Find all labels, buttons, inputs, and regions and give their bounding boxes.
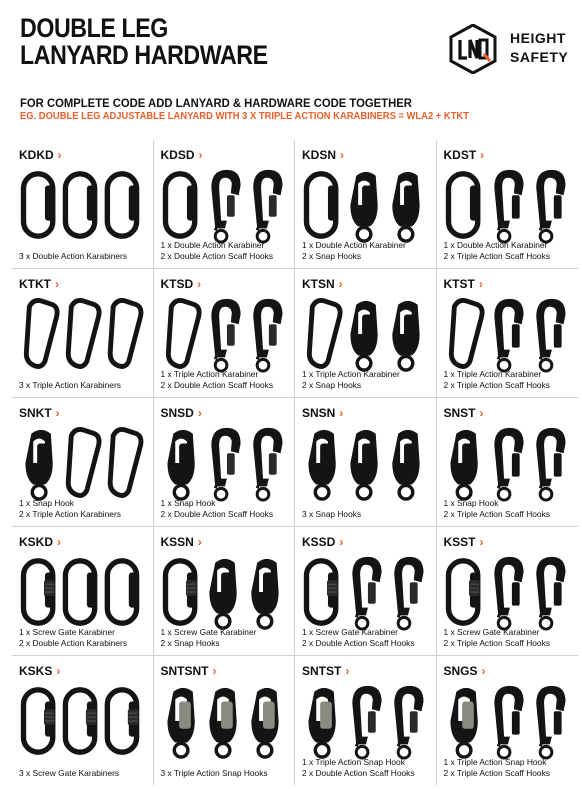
- chevron-right-icon: ›: [57, 535, 62, 549]
- triple-action-scaff-hook-icon: [494, 428, 523, 500]
- snap-hook-icon: [25, 430, 52, 499]
- hardware-description-line: 3 x Triple Action Karabiners: [19, 380, 121, 390]
- double-action-karabiner-icon: [448, 174, 478, 236]
- snap-hook-icon: [350, 301, 377, 370]
- snap-hook-icon: [350, 172, 377, 241]
- double-action-scaff-hook-icon: [211, 299, 240, 371]
- chevron-right-icon: ›: [55, 406, 60, 420]
- snap-hook-icon: [392, 301, 419, 370]
- hardware-illustration: [299, 682, 431, 760]
- triple-action-scaff-hook-icon: [494, 299, 523, 371]
- triple-action-karabiner-icon: [26, 300, 57, 366]
- triple-action-karabiner-icon: [110, 300, 141, 366]
- hardware-description: [444, 757, 550, 779]
- hardware-code: [19, 277, 153, 291]
- snap-hook-icon: [209, 559, 236, 628]
- double-action-scaff-hook-icon: [253, 170, 282, 242]
- hardware-description-line: 1 x Double Action Karabiner: [443, 240, 548, 250]
- hardware-option-ktsn: [295, 269, 437, 398]
- hardware-code: [161, 406, 295, 420]
- chevron-right-icon: ›: [479, 406, 484, 420]
- triple-action-scaff-hook-icon: [494, 557, 523, 629]
- hardware-code: [19, 535, 153, 549]
- hardware-description: [444, 369, 550, 391]
- hardware-code-label: SNTST: [302, 664, 342, 678]
- hardware-code-label: KSKS: [19, 664, 53, 678]
- screw-gate-karabiner-icon: [65, 690, 96, 752]
- hardware-description: [19, 251, 127, 262]
- hardware-option-snsd: [154, 398, 296, 527]
- hardware-code: [444, 664, 579, 678]
- hardware-description-line: 1 x Screw Gate Karabiner: [443, 627, 540, 637]
- hardware-description-line: 2 x Double Action Scaff Hooks: [302, 768, 415, 778]
- logo-text-safety: SAFETY: [510, 49, 569, 65]
- double-action-karabiner-icon: [107, 561, 137, 623]
- hardware-description-line: 2 x Triple Action Karabiners: [19, 509, 121, 519]
- triple-action-scaff-hook-icon: [536, 428, 565, 500]
- hardware-description-line: 1 x Triple Action Snap Hook: [443, 757, 547, 767]
- hardware-code-label: KDKD: [19, 148, 54, 162]
- triple-action-scaff-hook-icon: [494, 170, 523, 242]
- hardware-option-ksst: [437, 527, 579, 656]
- hardware-code: [161, 664, 295, 678]
- hardware-description-line: 2 x Snap Hooks: [302, 380, 362, 390]
- chevron-right-icon: ›: [197, 277, 202, 291]
- triple-action-karabiner-icon: [168, 300, 199, 366]
- hardware-code: [19, 406, 153, 420]
- screw-gate-karabiner-icon: [107, 690, 138, 752]
- hardware-code: [444, 535, 579, 549]
- hardware-description: [444, 240, 550, 262]
- double-action-karabiner-icon: [165, 174, 195, 236]
- hardware-description: [161, 240, 274, 262]
- snap-hook-icon: [167, 430, 194, 499]
- hardware-description-line: 1 x Snap Hook: [443, 498, 499, 508]
- brand-logo: [448, 24, 568, 74]
- hardware-code: [161, 535, 295, 549]
- chevron-right-icon: ›: [340, 148, 345, 162]
- hardware-illustration: [158, 553, 290, 631]
- triple-action-karabiner-icon: [309, 300, 340, 366]
- hardware-option-kssn: [154, 527, 296, 656]
- chevron-right-icon: ›: [198, 148, 203, 162]
- hardware-description: [444, 498, 550, 520]
- hardware-code: [19, 664, 153, 678]
- hardware-description-line: 1 x Double Action Karabiner: [302, 240, 406, 250]
- hardware-code: [302, 148, 436, 162]
- hardware-description: [19, 380, 121, 391]
- screw-gate-karabiner-icon: [307, 561, 338, 623]
- hardware-option-sntst: [295, 656, 437, 785]
- hardware-code: [444, 277, 579, 291]
- hardware-description-line: 2 x Snap Hooks: [160, 638, 220, 648]
- hardware-code: [19, 148, 153, 162]
- hardware-option-kssd: [295, 527, 437, 656]
- triple-action-karabiner-icon: [68, 300, 99, 366]
- hardware-option-kskd: [12, 527, 154, 656]
- hardware-description-line: 3 x Snap Hooks: [302, 509, 362, 519]
- hardware-description-line: 2 x Triple Action Scaff Hooks: [443, 768, 550, 778]
- hardware-description-line: 1 x Snap Hook: [160, 498, 216, 508]
- chevron-right-icon: ›: [197, 406, 202, 420]
- hardware-description-line: 1 x Screw Gate Karabiner: [160, 627, 257, 637]
- instruction-text: FOR COMPLETE CODE ADD LANYARD & HARDWARE CODE TOGETHER: [20, 96, 412, 110]
- hardware-description: [444, 627, 550, 649]
- hardware-option-kdsn: [295, 140, 437, 269]
- chevron-right-icon: ›: [345, 664, 350, 678]
- chevron-right-icon: ›: [57, 148, 62, 162]
- triple-action-karabiner-icon: [451, 300, 482, 366]
- double-action-scaff-hook-icon: [352, 557, 381, 629]
- hardware-description-line: 2 x Triple Action Scaff Hooks: [443, 638, 550, 648]
- hardware-description-line: 1 x Triple Action Karabiner: [302, 369, 400, 379]
- double-action-karabiner-icon: [65, 561, 95, 623]
- hardware-option-ksks: [12, 656, 154, 785]
- snap-hook-icon: [450, 430, 477, 499]
- hardware-illustration: [441, 682, 573, 760]
- hardware-code-label: KTSN: [302, 277, 335, 291]
- chevron-right-icon: ›: [56, 664, 61, 678]
- hardware-description-line: 3 x Double Action Karabiners: [19, 251, 128, 261]
- double-action-scaff-hook-icon: [352, 686, 381, 758]
- hardware-description: [302, 509, 361, 520]
- hardware-code-label: KSKD: [19, 535, 54, 549]
- hardware-code-label: KTSD: [160, 277, 194, 291]
- hardware-grid: [12, 140, 578, 785]
- snap-hook-icon: [251, 559, 278, 628]
- hardware-illustration: [158, 295, 290, 373]
- hardware-illustration: [16, 682, 148, 760]
- hardware-description-line: 1 x Double Action Karabiner: [160, 240, 265, 250]
- hardware-description: [302, 369, 400, 391]
- hardware-code-label: SNST: [443, 406, 476, 420]
- hardware-description: [161, 768, 268, 779]
- page-title-line-2: LANYARD HARDWARE: [20, 40, 268, 70]
- hardware-description-line: 2 x Double Action Scaff Hooks: [160, 380, 274, 390]
- triple-action-scaff-hook-icon: [536, 557, 565, 629]
- double-action-karabiner-icon: [107, 174, 137, 236]
- hardware-illustration: [441, 166, 573, 244]
- triple-action-scaff-hook-icon: [536, 170, 565, 242]
- hardware-description-line: 2 x Triple Action Scaff Hooks: [443, 251, 550, 261]
- hardware-description: [19, 768, 119, 779]
- triple-action-scaff-hook-icon: [536, 299, 565, 371]
- hardware-description-line: 1 x Snap Hook: [19, 498, 74, 508]
- hardware-description: [161, 498, 274, 520]
- hardware-illustration: [16, 424, 148, 502]
- hardware-description-line: 2 x Double Action Karabiners: [19, 638, 128, 648]
- double-action-scaff-hook-icon: [394, 686, 423, 758]
- hardware-code: [302, 406, 436, 420]
- hardware-code-label: KSSD: [302, 535, 336, 549]
- chevron-right-icon: ›: [478, 277, 483, 291]
- hardware-code: [161, 277, 295, 291]
- hardware-description-line: 1 x Triple Action Karabiner: [160, 369, 259, 379]
- hardware-description-line: 1 x Triple Action Karabiner: [443, 369, 542, 379]
- hardware-option-kdkd: [12, 140, 154, 269]
- hardware-code-label: SNGS: [443, 664, 478, 678]
- hardware-description-line: 1 x Screw Gate Karabiner: [19, 627, 115, 637]
- hardware-description-line: 2 x Double Action Scaff Hooks: [302, 638, 415, 648]
- hardware-code-label: KSSN: [160, 535, 194, 549]
- triple-action-snap-hook-icon: [308, 688, 335, 757]
- hardware-code-label: KDSN: [302, 148, 337, 162]
- hardware-illustration: [16, 166, 148, 244]
- hardware-code: [444, 148, 579, 162]
- hardware-description: [161, 627, 257, 649]
- hardware-description-line: 3 x Triple Action Snap Hooks: [160, 768, 268, 778]
- hardware-code-label: SNTSNT: [160, 664, 209, 678]
- hardware-description: [302, 627, 415, 649]
- hardware-option-snsn: [295, 398, 437, 527]
- screw-gate-karabiner-icon: [24, 690, 55, 752]
- hardware-code-label: KSST: [443, 535, 476, 549]
- hardware-option-ktkt: [12, 269, 154, 398]
- hardware-option-kdst: [437, 140, 579, 269]
- hardware-code-label: KDSD: [160, 148, 195, 162]
- triple-action-karabiner-icon: [110, 429, 141, 495]
- snap-hook-icon: [392, 430, 419, 499]
- hardware-description-line: 2 x Double Action Scaff Hooks: [160, 509, 274, 519]
- double-action-karabiner-icon: [65, 174, 95, 236]
- hardware-illustration: [299, 553, 431, 631]
- triple-action-snap-hook-icon: [450, 688, 477, 757]
- hardware-description: [302, 757, 415, 779]
- chevron-right-icon: ›: [479, 535, 484, 549]
- triple-action-snap-hook-icon: [251, 688, 278, 757]
- hardware-illustration: [299, 166, 431, 244]
- hardware-description-line: 1 x Screw Gate Karabiner: [302, 627, 398, 637]
- triple-action-karabiner-icon: [68, 429, 99, 495]
- hardware-description-line: 2 x Snap Hooks: [302, 251, 362, 261]
- hardware-code: [302, 664, 436, 678]
- chevron-right-icon: ›: [480, 148, 485, 162]
- snap-hook-icon: [308, 430, 335, 499]
- hardware-illustration: [158, 166, 290, 244]
- double-action-scaff-hook-icon: [211, 428, 240, 500]
- hardware-code-label: SNSN: [302, 406, 336, 420]
- example-text: EG. DOUBLE LEG ADJUSTABLE LANYARD WITH 3 X TRIPLE ACTION KARABINERS = WLA2 + KTKT: [20, 111, 469, 122]
- chevron-right-icon: ›: [339, 406, 344, 420]
- screw-gate-karabiner-icon: [165, 561, 196, 623]
- double-action-scaff-hook-icon: [394, 557, 423, 629]
- logo-text-height: HEIGHT: [510, 30, 566, 46]
- hardware-description-line: 2 x Double Action Scaff Hooks: [160, 251, 274, 261]
- hardware-code: [444, 406, 579, 420]
- chevron-right-icon: ›: [55, 277, 59, 291]
- triple-action-scaff-hook-icon: [536, 686, 565, 758]
- hardware-description-line: 1 x Triple Action Snap Hook: [302, 757, 405, 767]
- page-title-line-1: DOUBLE LEG: [20, 13, 168, 43]
- snap-hook-icon: [392, 172, 419, 241]
- hardware-code-label: KTKT: [19, 277, 51, 291]
- hardware-option-snst: [437, 398, 579, 527]
- hardware-description: [302, 240, 406, 262]
- double-action-scaff-hook-icon: [253, 299, 282, 371]
- hardware-description-line: 2 x Triple Action Scaff Hooks: [443, 380, 550, 390]
- hardware-code-label: KDST: [443, 148, 477, 162]
- hardware-code: [161, 148, 295, 162]
- double-action-scaff-hook-icon: [211, 170, 240, 242]
- chevron-right-icon: ›: [212, 664, 217, 678]
- hardware-description: [161, 369, 274, 391]
- hardware-illustration: [299, 424, 431, 502]
- screw-gate-karabiner-icon: [24, 561, 55, 623]
- hardware-code-label: KTST: [443, 277, 475, 291]
- lnq-logo-icon: [448, 24, 498, 74]
- hardware-code: [302, 277, 436, 291]
- hardware-code-label: SNSD: [160, 406, 194, 420]
- hardware-option-ktsd: [154, 269, 296, 398]
- chevron-right-icon: ›: [481, 664, 486, 678]
- hardware-illustration: [441, 295, 573, 373]
- hardware-option-sntsnt: [154, 656, 296, 785]
- hardware-option-sngs: [437, 656, 579, 785]
- double-action-karabiner-icon: [24, 174, 54, 236]
- hardware-illustration: [16, 295, 148, 373]
- page-title: [20, 15, 268, 69]
- chevron-right-icon: ›: [339, 535, 344, 549]
- hardware-illustration: [16, 553, 148, 631]
- hardware-code-label: SNKT: [19, 406, 52, 420]
- screw-gate-karabiner-icon: [448, 561, 479, 623]
- chevron-right-icon: ›: [338, 277, 343, 291]
- triple-action-scaff-hook-icon: [494, 686, 523, 758]
- chevron-right-icon: ›: [197, 535, 202, 549]
- hardware-illustration: [158, 424, 290, 502]
- hardware-description: [19, 498, 121, 520]
- hardware-description: [19, 627, 127, 649]
- hardware-option-snkt: [12, 398, 154, 527]
- hardware-code: [302, 535, 436, 549]
- triple-action-snap-hook-icon: [167, 688, 194, 757]
- triple-action-snap-hook-icon: [209, 688, 236, 757]
- hardware-option-ktst: [437, 269, 579, 398]
- double-action-scaff-hook-icon: [253, 428, 282, 500]
- hardware-illustration: [441, 424, 573, 502]
- hardware-illustration: [299, 295, 431, 373]
- double-action-karabiner-icon: [307, 174, 337, 236]
- hardware-description-line: 2 x Triple Action Scaff Hooks: [443, 509, 550, 519]
- hardware-description-line: 3 x Screw Gate Karabiners: [19, 768, 120, 778]
- hardware-illustration: [158, 682, 290, 760]
- hardware-illustration: [441, 553, 573, 631]
- snap-hook-icon: [350, 430, 377, 499]
- hardware-option-kdsd: [154, 140, 296, 269]
